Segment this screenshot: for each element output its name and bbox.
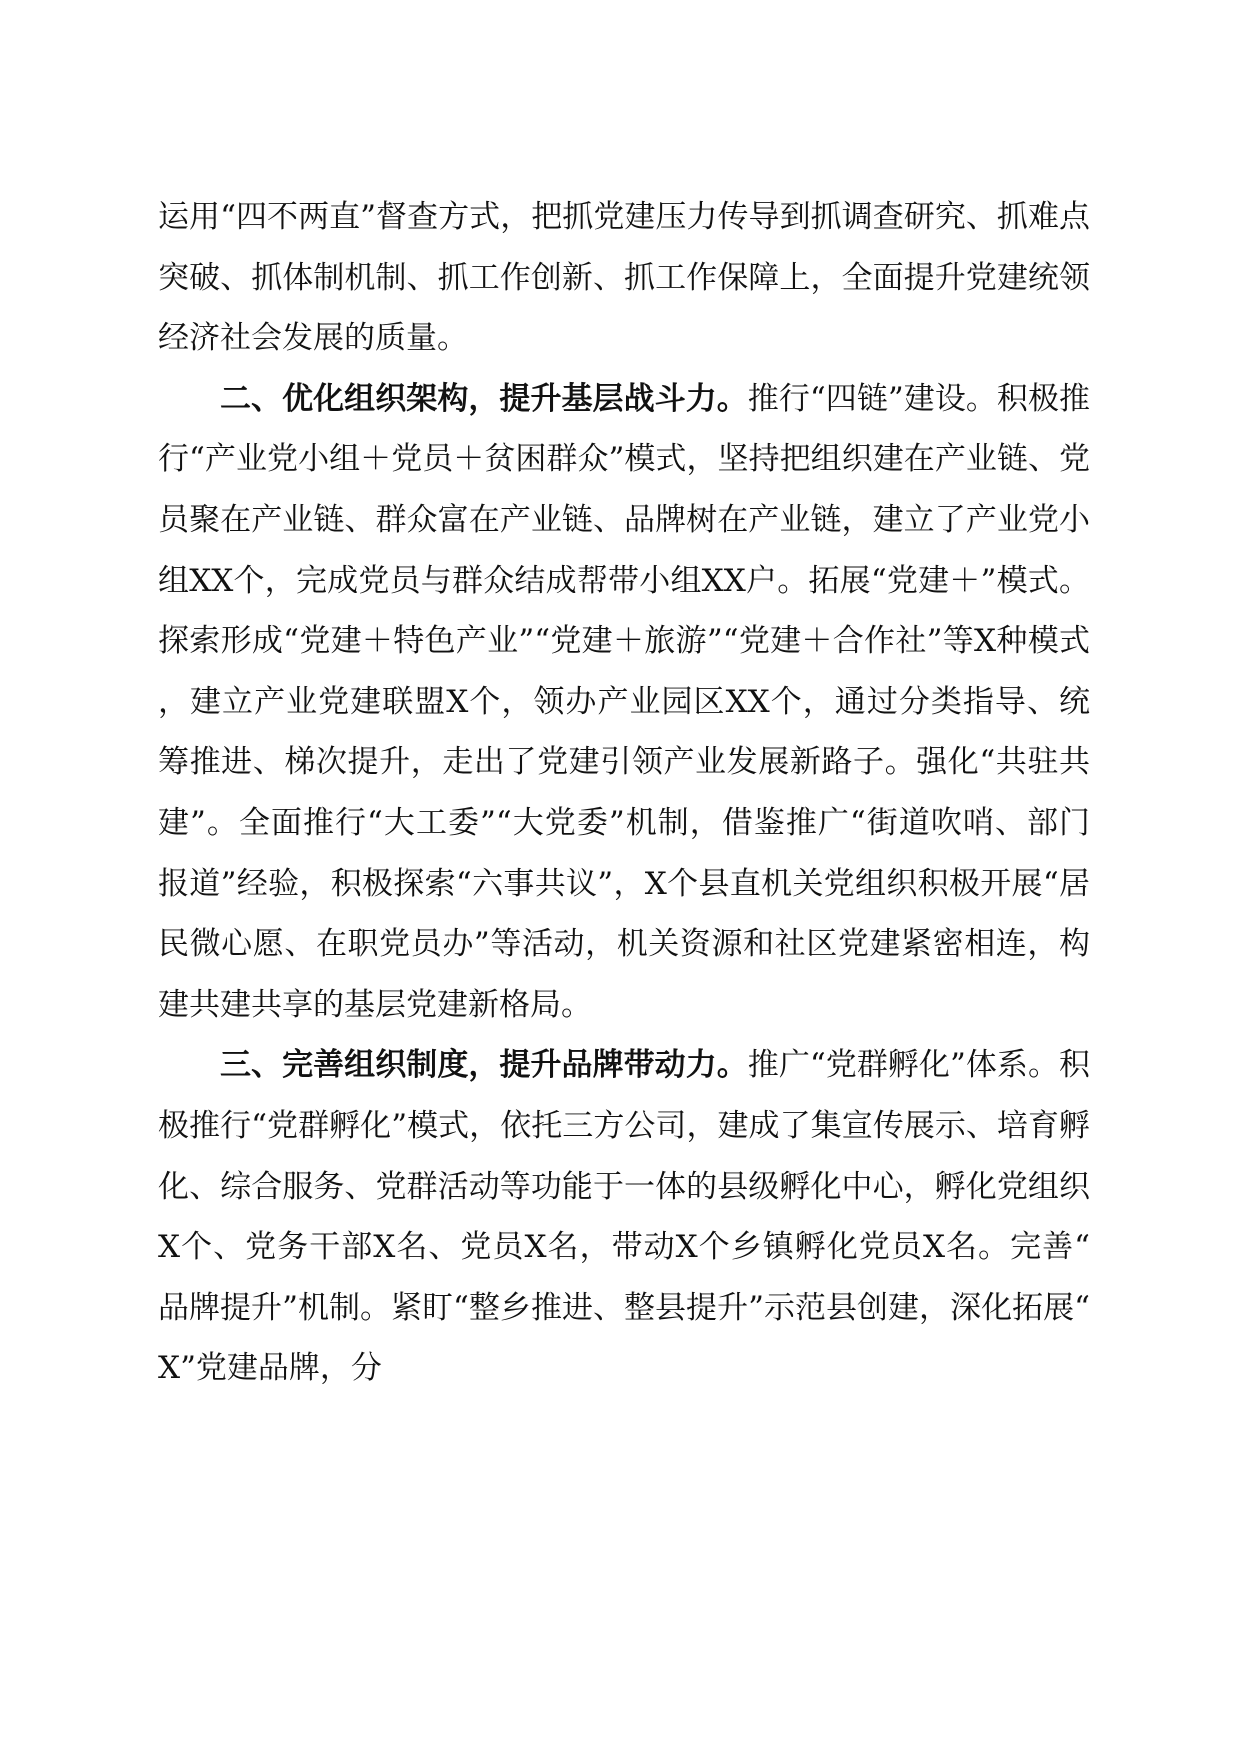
paragraph-3-heading: 三、完善组织制度，提升品牌带动力。 <box>220 1047 748 1084</box>
document-body <box>158 187 1090 1399</box>
paragraph-2-heading: 二、优化组织架构，提升基层战斗力。 <box>220 380 748 417</box>
paragraph-2 <box>158 369 1090 1036</box>
paragraph-1-text: 运用“四不两直”督查方式，把抓党建压力传导到抓调查研究、抓难点突破、抓体制机制、抓工作创新、抓工作保障上，全面提升党建统领经济社会发展的质量。 <box>158 199 1090 357</box>
paragraph-2-text: 推行“四链”建设。积极推行“产业党小组＋党员＋贫困群众”模式，坚持把组织建在产业链、党员聚在产业链、群众富在产业链、品牌树在产业链，建立了产业党小组XX个，完成党员与群众结成帮带小组XX户。拓展“党建＋”模式。探索形成“党建＋特色产业”“党建＋旅游”“党建＋合作社”等X种模式，建立产业党建联盟X个，领办产业园区XX个，通过分类指导、统筹推进、梯次提升，走出了党建引领产业发展新路子。强化“共驻共建”。全面推行“大工委”“大党委”机制，借鉴推广“街道吹哨、部门报道”经验，积极探索“六事共议”，X个县直机关党组织积极开展“居民微心愿、在职党员办”等活动，机关资源和社区党建紧密相连，构建共建共享的基层党建新格局。 <box>158 380 1091 1023</box>
paragraph-1 <box>158 187 1090 369</box>
paragraph-3 <box>158 1035 1090 1399</box>
paragraph-3-text: 推广“党群孵化”体系。积极推行“党群孵化”模式，依托三方公司，建成了集宣传展示、培育孵化、综合服务、党群活动等功能于一体的县级孵化中心，孵化党组织X个、党务干部X名、党员X名，带动X个乡镇孵化党员X名。完善“品牌提升”机制。紧盯“整乡推进、整县提升”示范县创建，深化拓展“X”党建品牌，分 <box>158 1047 1091 1387</box>
